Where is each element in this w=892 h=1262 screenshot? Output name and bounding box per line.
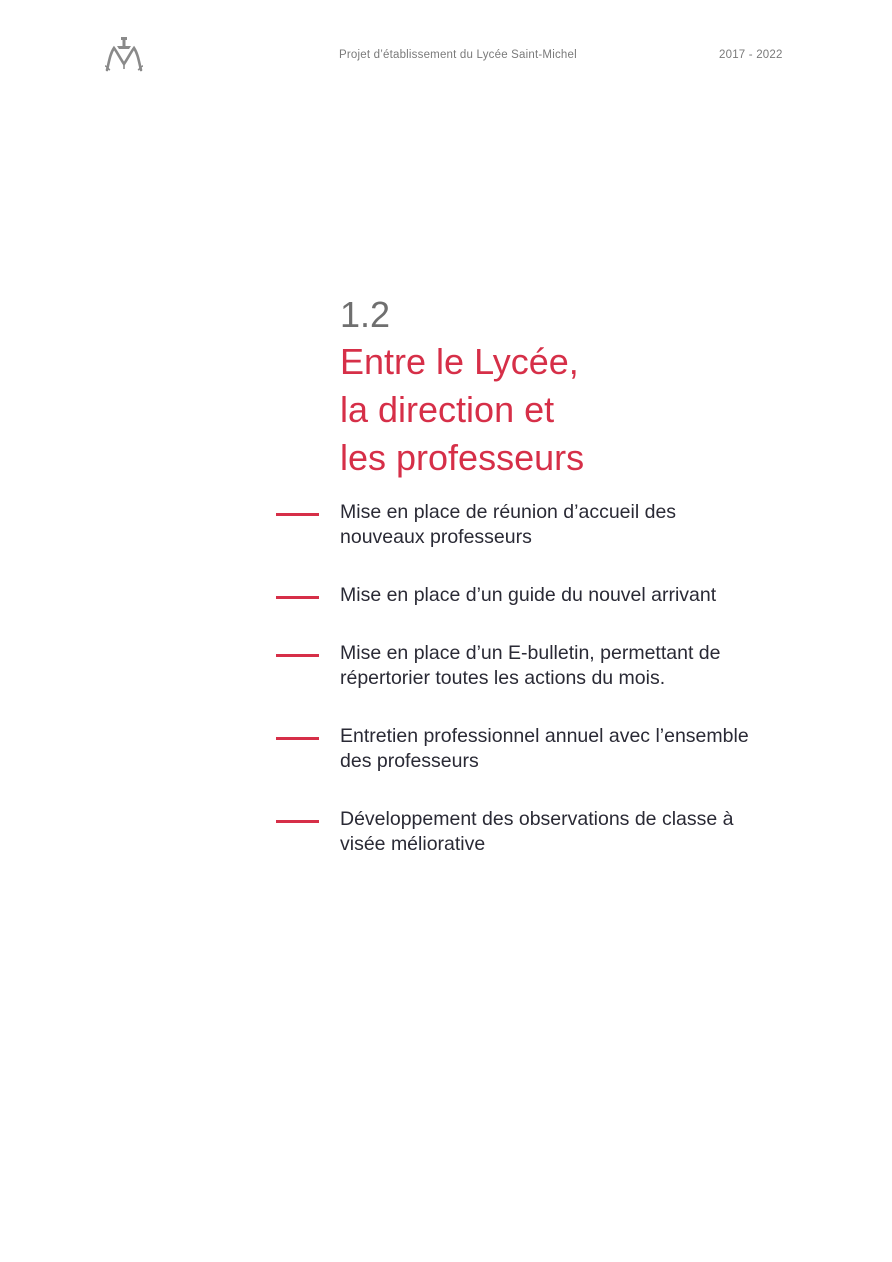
list-item-line: visée méliorative: [340, 833, 486, 855]
list-item-text: [340, 724, 816, 774]
red-dash-bullet-icon: [276, 654, 319, 657]
list-item-line: des professeurs: [340, 750, 479, 772]
list-item-text: [340, 583, 816, 608]
section-title-line: les professeurs: [340, 437, 585, 478]
list-item: [276, 807, 816, 857]
red-dash-bullet-icon: [276, 596, 319, 599]
list-item: [276, 583, 816, 608]
list-item-text: [340, 807, 816, 857]
list-item-line: Mise en place d’un E-bulletin, permettant de: [340, 642, 721, 664]
list-item-text: [340, 500, 816, 550]
action-list: [276, 500, 816, 890]
page-header: [0, 0, 892, 90]
red-dash-bullet-icon: [276, 820, 319, 823]
section-number: 1.2: [340, 294, 391, 335]
list-item-line: Développement des observations de classe à: [340, 808, 734, 830]
list-item: [276, 500, 816, 550]
section-title-line: la direction et: [340, 389, 555, 430]
red-dash-bullet-icon: [276, 513, 319, 516]
lyceum-crest-logo-icon: [104, 36, 144, 72]
document-title: Projet d’établissement du Lycée Saint-Michel: [339, 49, 577, 61]
list-item: [276, 641, 816, 691]
list-item-line: nouveaux professeurs: [340, 526, 532, 548]
section-title-line: Entre le Lycée,: [340, 341, 579, 382]
section-title: [340, 338, 760, 482]
list-item-line: Mise en place d’un guide du nouvel arrivant: [340, 584, 717, 606]
list-item-line: Entretien professionnel annuel avec l’ensemble: [340, 725, 749, 747]
list-item-text: [340, 641, 816, 691]
document-years: 2017 - 2022: [719, 49, 783, 61]
list-item: [276, 724, 816, 774]
list-item-line: Mise en place de réunion d’accueil des: [340, 501, 677, 523]
red-dash-bullet-icon: [276, 737, 319, 740]
list-item-line: répertorier toutes les actions du mois.: [340, 667, 666, 689]
